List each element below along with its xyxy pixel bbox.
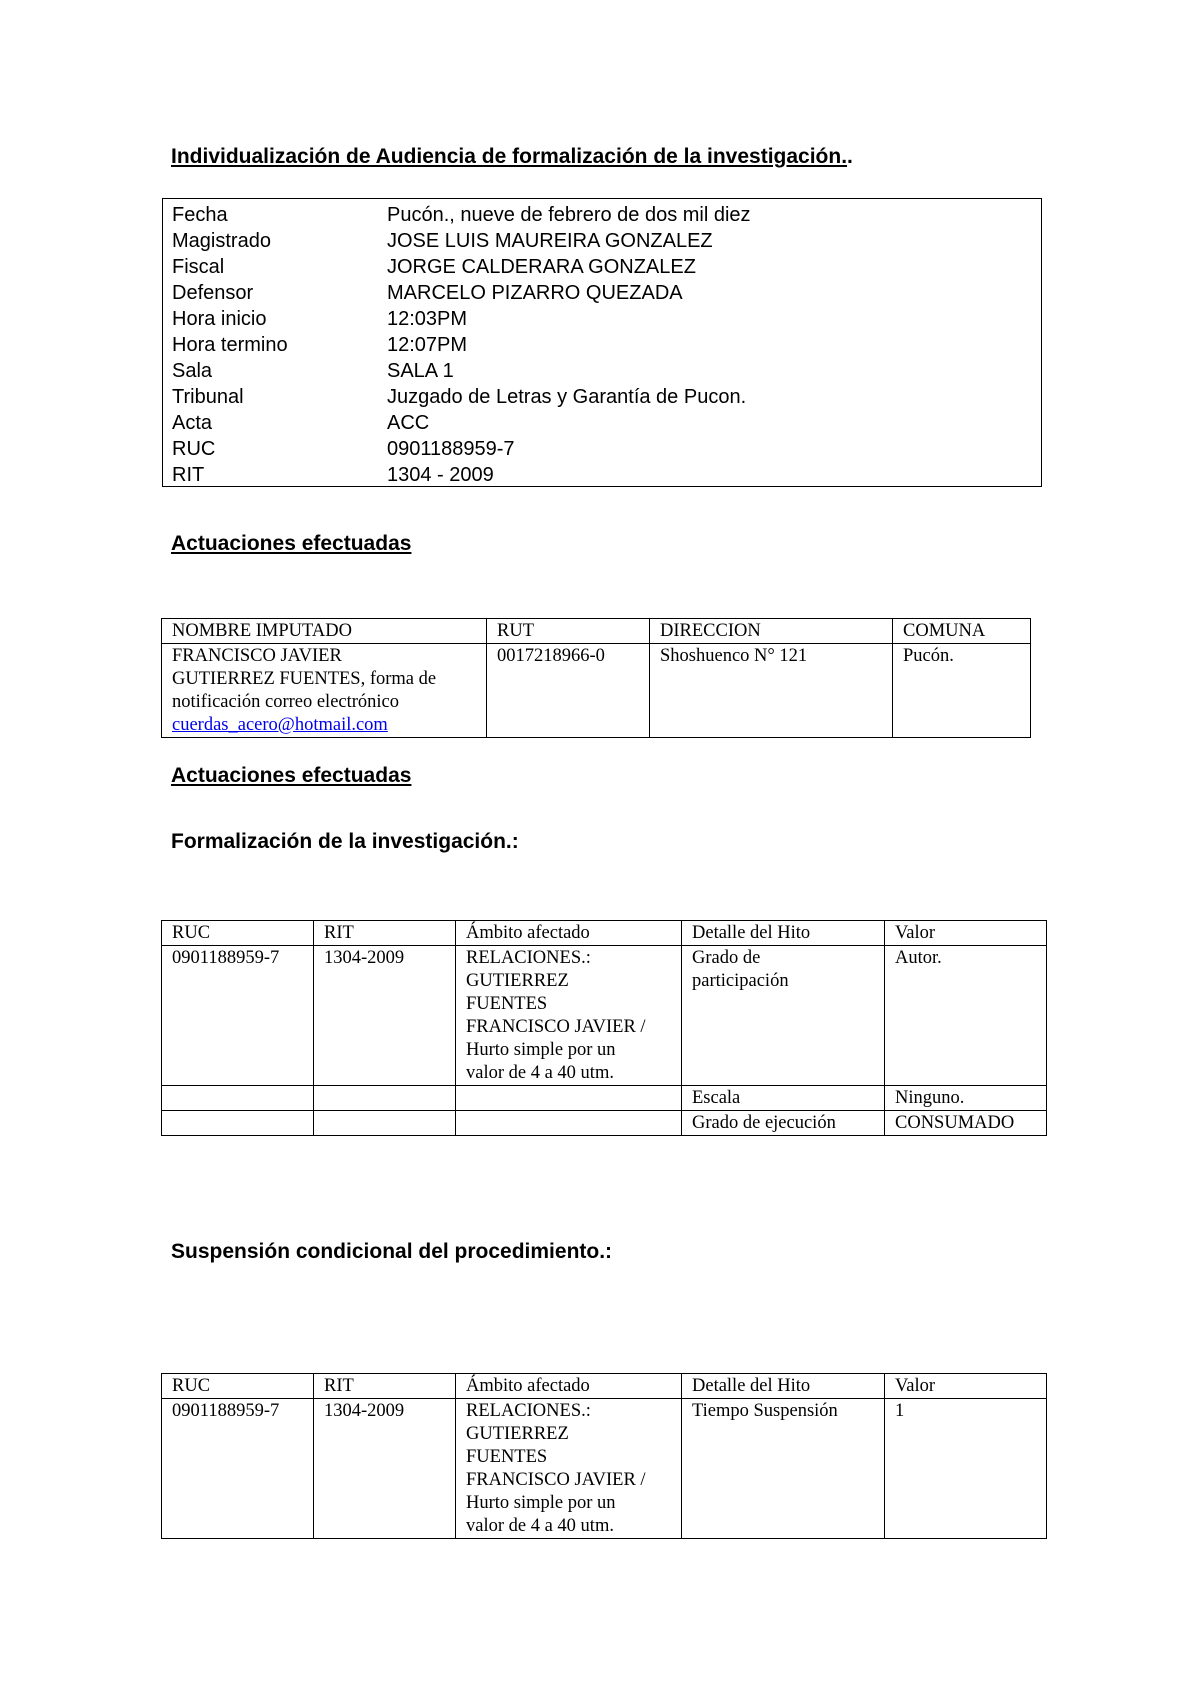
ambito-line: FRANCISCO JAVIER / [466, 1470, 646, 1490]
info-value: Pucón., nueve de febrero de dos mil diez [387, 204, 751, 226]
cell-ruc: 0901188959-7 [162, 1399, 314, 1539]
cell-empty [162, 1086, 314, 1111]
imputado-name-line: GUTIERREZ FUENTES, forma de [172, 669, 437, 689]
cell-valor: CONSUMADO [885, 1111, 1047, 1136]
document-title [171, 145, 853, 169]
info-label: RUC [172, 438, 216, 460]
imputado-table [161, 618, 1031, 738]
cell-detalle: Grado de ejecución [682, 1111, 885, 1136]
table-row [162, 1399, 1047, 1539]
info-label: RIT [172, 464, 205, 486]
info-label: Hora termino [172, 334, 288, 356]
email-link[interactable]: cuerdas_acero@hotmail.com [172, 715, 388, 735]
header-rut: RUT [487, 619, 650, 644]
cell-valor: 1 [885, 1399, 1047, 1539]
ambito-line: FUENTES [466, 994, 548, 1014]
actuaciones-heading: Actuaciones efectuadas [171, 532, 412, 555]
table-header-row [162, 921, 1047, 946]
header-valor: Valor [885, 1374, 1047, 1399]
ambito-line: FRANCISCO JAVIER / [466, 1017, 646, 1037]
info-label: Acta [172, 412, 213, 434]
cell-detalle: Tiempo Suspensión [682, 1399, 885, 1539]
info-label: Fecha [172, 204, 228, 226]
header-rit: RIT [314, 1374, 456, 1399]
header-valor: Valor [885, 921, 1047, 946]
info-value: 12:03PM [387, 308, 468, 330]
header-rit: RIT [314, 921, 456, 946]
actuaciones-heading-2: Actuaciones efectuadas [171, 764, 412, 787]
info-value: JOSE LUIS MAUREIRA GONZALEZ [387, 230, 713, 252]
table-header-row [162, 1374, 1047, 1399]
header-ruc: RUC [162, 921, 314, 946]
info-value: 12:07PM [387, 334, 468, 356]
info-value: SALA 1 [387, 360, 454, 382]
cell-ambito [456, 946, 682, 1086]
header-detalle: Detalle del Hito [682, 1374, 885, 1399]
info-value: ACC [387, 412, 430, 434]
ambito-line: RELACIONES.: [466, 948, 591, 968]
cell-ambito [456, 1399, 682, 1539]
cell-detalle: Escala [682, 1086, 885, 1111]
cell-empty [456, 1086, 682, 1111]
table-header-row [162, 619, 1031, 644]
header-comuna: COMUNA [893, 619, 1031, 644]
cell-valor: Autor. [885, 946, 1047, 1086]
cell-empty [314, 1111, 456, 1136]
info-label: Sala [172, 360, 213, 382]
cell-direccion: Shoshuenco N° 121 [650, 644, 893, 738]
formalizacion-heading: Formalización de la investigación.: [171, 830, 519, 853]
info-label: Hora inicio [172, 308, 267, 330]
info-label: Defensor [172, 282, 254, 304]
info-value: MARCELO PIZARRO QUEZADA [387, 282, 683, 304]
table-row [162, 644, 1031, 738]
header-ambito: Ámbito afectado [456, 921, 682, 946]
cell-rut: 0017218966-0 [487, 644, 650, 738]
cell-empty [162, 1111, 314, 1136]
detalle-line: Grado de [692, 948, 761, 968]
info-value: JORGE CALDERARA GONZALEZ [387, 256, 696, 278]
audiencia-info-box [162, 198, 1042, 487]
info-label: Fiscal [172, 256, 225, 278]
detalle-line: participación [692, 971, 789, 991]
header-ruc: RUC [162, 1374, 314, 1399]
table-row [162, 1111, 1047, 1136]
ambito-line: GUTIERREZ [466, 971, 569, 991]
header-nombre-imputado: NOMBRE IMPUTADO [162, 619, 487, 644]
info-label: Tribunal [172, 386, 244, 408]
header-ambito: Ámbito afectado [456, 1374, 682, 1399]
document-title-text: Individualización de Audiencia de formalización de la investigación. [171, 145, 848, 168]
info-value: 0901188959-7 [387, 438, 515, 460]
cell-nombre-imputado [162, 644, 487, 738]
imputado-name-line: FRANCISCO JAVIER [172, 646, 342, 666]
ambito-line: Hurto simple por un [466, 1493, 616, 1513]
cell-rit: 1304-2009 [314, 1399, 456, 1539]
cell-ruc: 0901188959-7 [162, 946, 314, 1086]
ambito-line: valor de 4 a 40 utm. [466, 1516, 614, 1536]
notification-text: notificación correo electrónico [172, 692, 400, 712]
ambito-line: FUENTES [466, 1447, 548, 1467]
ambito-line: valor de 4 a 40 utm. [466, 1063, 614, 1083]
cell-empty [314, 1086, 456, 1111]
suspension-table [161, 1373, 1047, 1539]
ambito-line: RELACIONES.: [466, 1401, 591, 1421]
ambito-line: Hurto simple por un [466, 1040, 616, 1060]
header-direccion: DIRECCION [650, 619, 893, 644]
cell-detalle [682, 946, 885, 1086]
cell-empty [456, 1111, 682, 1136]
header-detalle: Detalle del Hito [682, 921, 885, 946]
info-value: Juzgado de Letras y Garantía de Pucon. [387, 386, 747, 408]
document-title-suffix: . [847, 145, 853, 168]
info-label: Magistrado [172, 230, 271, 252]
ambito-line: GUTIERREZ [466, 1424, 569, 1444]
info-value: 1304 - 2009 [387, 464, 494, 486]
cell-valor: Ninguno. [885, 1086, 1047, 1111]
formalizacion-table [161, 920, 1047, 1136]
table-row [162, 946, 1047, 1086]
suspension-heading: Suspensión condicional del procedimiento.: [171, 1240, 613, 1263]
cell-comuna: Pucón. [893, 644, 1031, 738]
table-row [162, 1086, 1047, 1111]
cell-rit: 1304-2009 [314, 946, 456, 1086]
